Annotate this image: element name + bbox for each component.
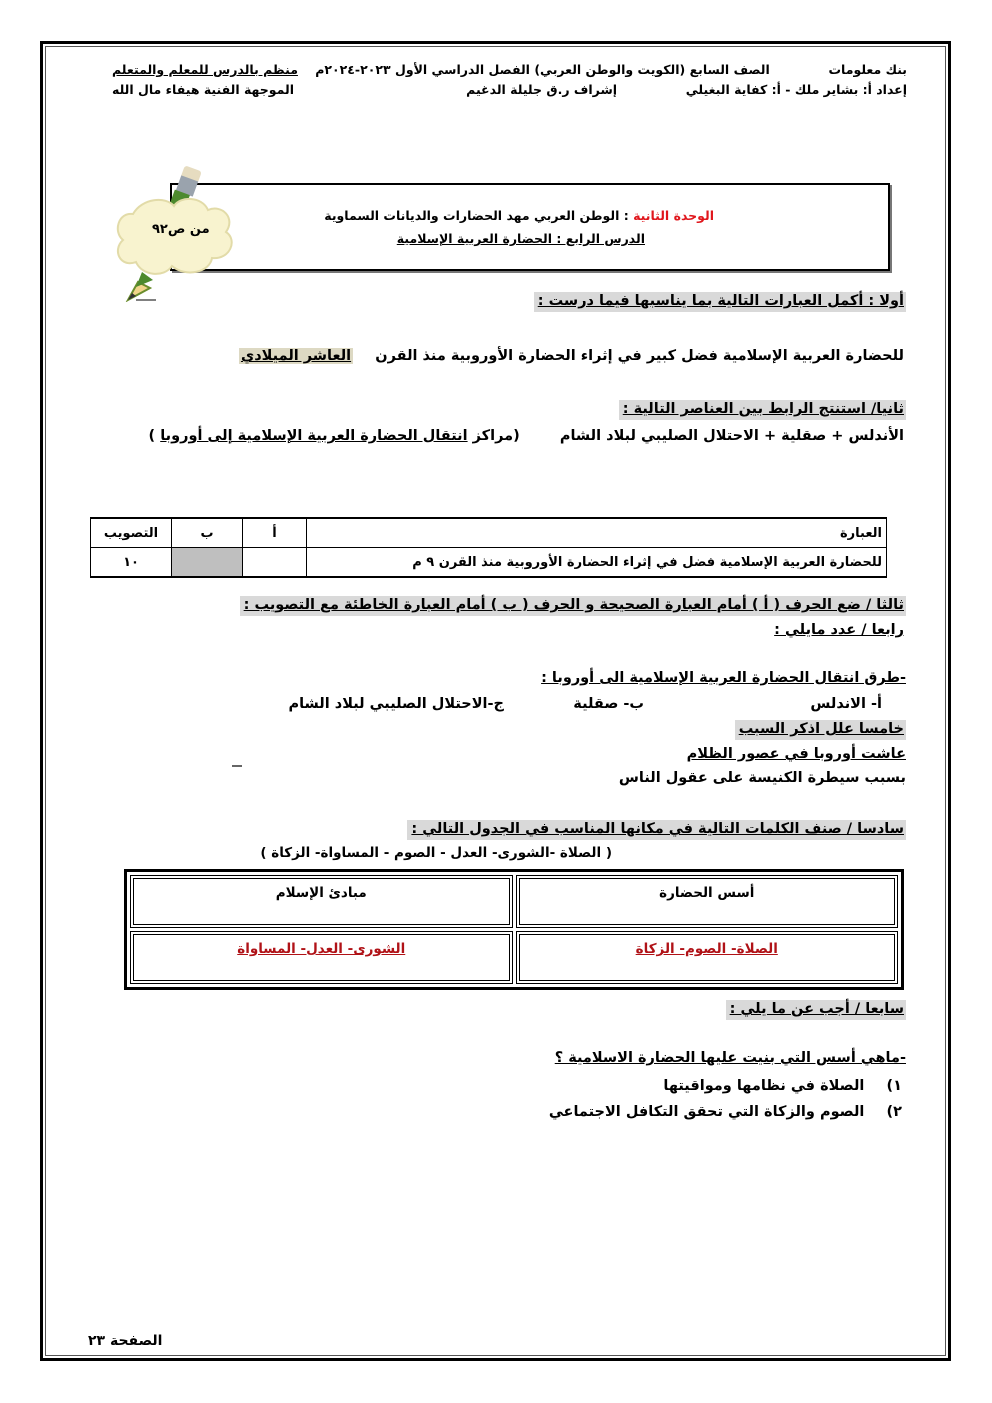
section2-answer-suffix: ) <box>148 428 156 444</box>
section1-sentence-line <box>239 348 904 364</box>
header-subject: (الكويت والوطن العربي) <box>534 62 686 77</box>
section4-question: -طرق انتقال الحضارة العربية الإسلامية الى أوروبا : <box>541 670 906 686</box>
page-number: الصفحة ٢٣ <box>88 1333 163 1349</box>
page-ref: من ص٩٢ <box>152 222 210 237</box>
row-answer-b[interactable] <box>172 548 243 578</box>
header-grade: الصف السابع <box>689 62 770 77</box>
section5-question: عاشت أوروبا في عصور الظلام <box>686 746 906 762</box>
section5-heading: خامسا علل اذكر السبب <box>735 720 906 740</box>
dash-mark <box>232 765 242 767</box>
row-answer-a[interactable] <box>243 548 307 578</box>
header-a: أ <box>243 518 307 548</box>
header-left-line1: منظم بالدرس للمعلم والمتعلم <box>112 62 298 77</box>
header-statement: العبارة <box>307 518 887 548</box>
classification-answer-row <box>130 931 898 984</box>
answer-1-text: الصلاة في نظامها ومواقيتها <box>663 1078 865 1094</box>
section6-heading: سادسا / صنف الكلمات التالية في مكانها المناسب في الجدول التالي : <box>407 820 906 840</box>
header-right-line2 <box>466 82 907 97</box>
header-left-line2: الموجهة الفنية هيفاء مال الله <box>112 82 294 97</box>
section2-heading: ثانيا/ استنتج الرابط بين العناصر التالية : <box>619 400 906 420</box>
section1-answer: العاشر الميلادي <box>240 348 352 364</box>
section4-item-a: أ- الاندلس <box>810 696 882 712</box>
table-row <box>91 548 887 578</box>
section3-heading: ثالثا / ضع الحرف ( أ ) أمام العبارة الصحيحة و الحرف ( ب ) أمام العبارة الخاطئة مع التصويب : <box>240 596 906 616</box>
unit-title <box>324 208 714 223</box>
column-islam-principles: مبادئ الإسلام <box>130 875 513 928</box>
section2-elements: الأندلس + صقلية + الاحتلال الصليبي لبلاد الشام <box>559 428 904 444</box>
header-supervision: إشراف ر.ق جليلة الدغيم <box>466 82 618 97</box>
section2-answer: انتقال الحضارة العربية الإسلامية إلى أوروبا <box>160 428 468 444</box>
row-statement: للحضارة العربية الإسلامية فضل في إثراء الحضارة الأوروبية منذ القرن ٩ م <box>307 548 887 578</box>
header-b: ب <box>172 518 243 548</box>
column-civilization-foundations: أسس الحضارة <box>516 875 899 928</box>
header-right-line1 <box>315 62 907 77</box>
section7-answer-2 <box>549 1104 902 1120</box>
answer-civilization-text: الصلاة- الصوم- الزكاة <box>635 941 778 957</box>
lesson-title-box <box>170 183 890 271</box>
section5-answer: بسبب سيطرة الكنيسة على عقول الناس <box>618 770 906 786</box>
answer-1-number: ١) <box>886 1078 902 1094</box>
unit-name: : الوطن العربي مهد الحضارات والديانات السماوية <box>324 208 629 223</box>
unit-label: الوحدة الثانية <box>633 208 714 223</box>
header-bank: بنك معلومات <box>828 62 907 77</box>
table-header-row <box>91 518 887 548</box>
answer-2-number: ٢) <box>886 1104 902 1120</box>
header-semester: الفصل الدراسي الأول ٢٠٢٣-٢٠٢٤م <box>315 62 530 77</box>
section7-heading: سابعا / أجب عن ما يلي : <box>726 1000 906 1020</box>
section4-heading: رابعا / عدد مايلي : <box>770 621 906 641</box>
answer-civilization-foundations <box>516 931 899 984</box>
section1-heading: أولا : أكمل العبارات التالية بما يناسبها فيما درست : <box>534 292 906 312</box>
header-prepared-by: إعداد أ: بشاير ملك - أ: كفاية البغيلي <box>685 82 907 97</box>
section1-sentence: للحضارة العربية الإسلامية فضل كبير في إثراء الحضارة الأوروبية منذ القرن <box>375 348 904 364</box>
classification-header-row <box>130 875 898 928</box>
answer-islam-text: الشورى- العدل- المساواة <box>237 941 406 957</box>
section2-line <box>149 428 904 444</box>
header-correction: التصويب <box>91 518 172 548</box>
row-correction: ١٠ <box>91 548 172 578</box>
section4-item-c: ج-الاحتلال الصليبي لبلاد الشام <box>288 696 504 712</box>
section6-word-bank: ( الصلاة -الشورى- العدل - الصوم - المساواة- الزكاة ) <box>260 845 612 861</box>
section4-item-b: ب- صقلية <box>573 696 644 712</box>
section7-question: -ماهي أسس التي بنيت عليها الحضارة الاسلامية ؟ <box>554 1050 906 1066</box>
answer-islam-principles <box>130 931 513 984</box>
answer-2-text: الصوم والزكاة التي تحقق التكافل الاجتماعي <box>548 1104 865 1120</box>
true-false-table <box>90 517 887 578</box>
section7-answer-1 <box>663 1078 902 1094</box>
lesson-title: الدرس الرابع : الحضارة العربية الإسلامية <box>396 231 645 246</box>
classification-table <box>124 869 904 990</box>
section2-answer-prefix: (مراكز <box>472 428 520 444</box>
